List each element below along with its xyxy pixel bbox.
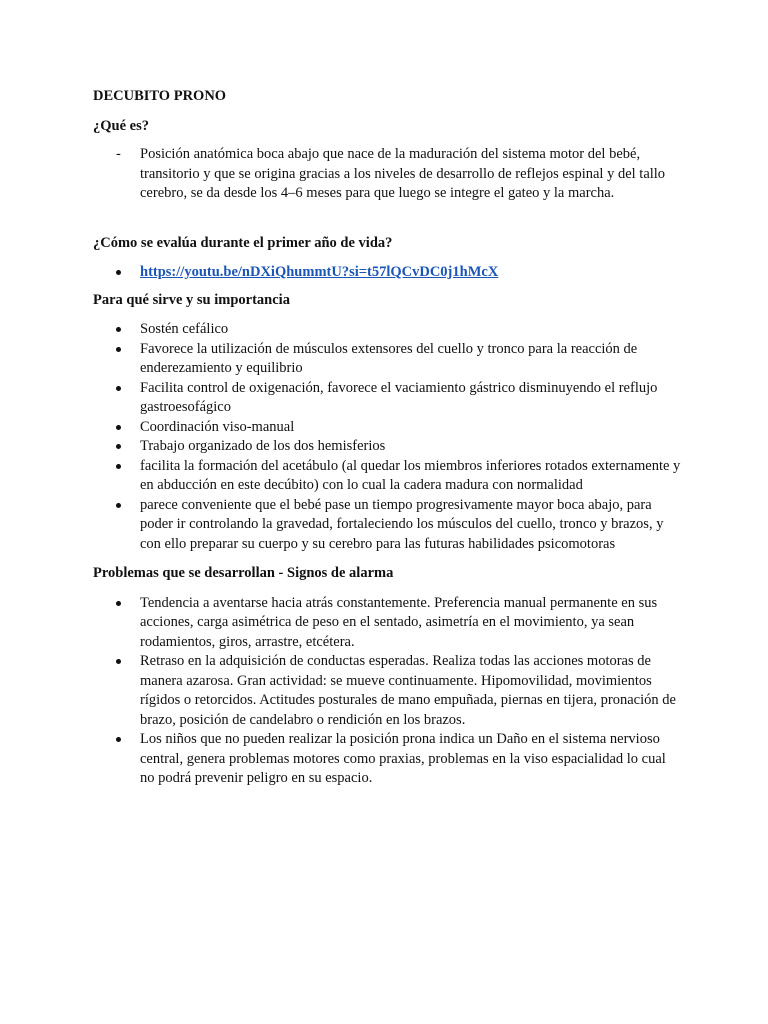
youtube-link[interactable]: https://youtu.be/nDXiQhummtU?si=t57lQCvDC0j1hMcX — [140, 264, 499, 280]
list-item — [93, 496, 683, 555]
list-item — [93, 263, 683, 283]
list-item — [93, 730, 683, 789]
link-list — [93, 263, 683, 283]
heading-problems: Problemas que se desarrollan - Signos de alarma — [93, 565, 394, 581]
list-item-text: Los niños que no pueden realizar la posición prona indica un Daño en el sistema nervioso central, genera problemas motores como praxias, problemas en la viso espacialidad lo cual no podrá prevenir peligro en su espacio. — [140, 731, 666, 786]
bullet-icon — [116, 270, 121, 275]
bullet-icon — [116, 503, 121, 508]
list-item-text: Tendencia a aventarse hacia atrás constantemente. Preferencia manual permanente en sus acciones, carga asimétrica de peso en el sentado, asimetría en el movimiento, ya sean rodamientos, giros, arrastre, etcétera. — [140, 594, 658, 650]
heading-what-is: ¿Qué es? — [93, 117, 149, 134]
bullet-icon — [116, 327, 121, 332]
bullet-icon — [116, 386, 121, 391]
list-item-text: Coordinación viso-manual — [140, 418, 295, 435]
list-item — [93, 457, 683, 496]
heading-importance: Para qué sirve y su importancia — [93, 291, 290, 308]
document-title: DECUBITO PRONO — [93, 88, 227, 104]
list-item — [93, 437, 683, 457]
list-item-text: Favorece la utilización de músculos extensores del cuello y tronco para la reacción de enderezamiento y equilibrio — [140, 340, 638, 376]
list-item — [93, 652, 683, 730]
document-body — [93, 87, 683, 789]
list-item-text: parece conveniente que el bebé pase un tiempo progresivamente mayor boca abajo, para poder ir controlando la gravedad, fortaleciendo los músculos del cuello, tronco y brazos, y con ello preparar su cuerpo y su cerebro para las futuras habilidades psicomotoras — [140, 496, 664, 552]
list-item — [93, 594, 683, 653]
problems-list — [93, 594, 683, 789]
dash-marker: - — [116, 146, 121, 162]
definition-text: Posición anatómica boca abajo que nace de la maduración del sistema motor del bebé, transitorio y que se origina gracias a los niveles de desarrollo de reflejos espinal y del tallo cerebro, se da desde los 4–6 meses para que luego se integre el gateo y la marcha. — [140, 146, 666, 201]
importance-list — [93, 320, 683, 554]
list-item — [93, 320, 683, 340]
list-item — [93, 418, 683, 438]
bullet-icon — [116, 347, 121, 352]
list-item-text: Facilita control de oxigenación, favorece el vaciamiento gástrico disminuyendo el reflujo gastroesofágico — [140, 379, 658, 415]
list-item-text: Trabajo organizado de los dos hemisferios — [140, 438, 386, 454]
heading-evaluation: ¿Cómo se evalúa durante el primer año de vida? — [93, 234, 393, 251]
list-item — [93, 379, 683, 418]
list-item-text: facilita la formación del acetábulo (al quedar los miembros inferiores rotados externamente y en abducción en este decúbito) con lo cual la cadera madura con normalidad — [140, 457, 681, 493]
bullet-icon — [116, 444, 121, 449]
list-item — [93, 340, 683, 379]
list-item-text: Retraso en la adquisición de conductas esperadas. Realiza todas las acciones motoras de manera azarosa. Gran actividad: se mueve continuamente. Hipomovilidad, movimientos rígidos o retorcidos. Actitudes posturales de mano empuñada, piernas en tijera, pronación de brazo, posición de candelabro o rendición en los brazos. — [140, 653, 676, 728]
bullet-icon — [116, 737, 121, 742]
bullet-icon — [116, 659, 121, 664]
list-item-text: Sostén cefálico — [140, 321, 229, 337]
bullet-icon — [116, 464, 121, 469]
definition-list — [93, 145, 683, 204]
bullet-icon — [116, 601, 121, 606]
list-item — [93, 145, 683, 204]
bullet-icon — [116, 425, 121, 430]
